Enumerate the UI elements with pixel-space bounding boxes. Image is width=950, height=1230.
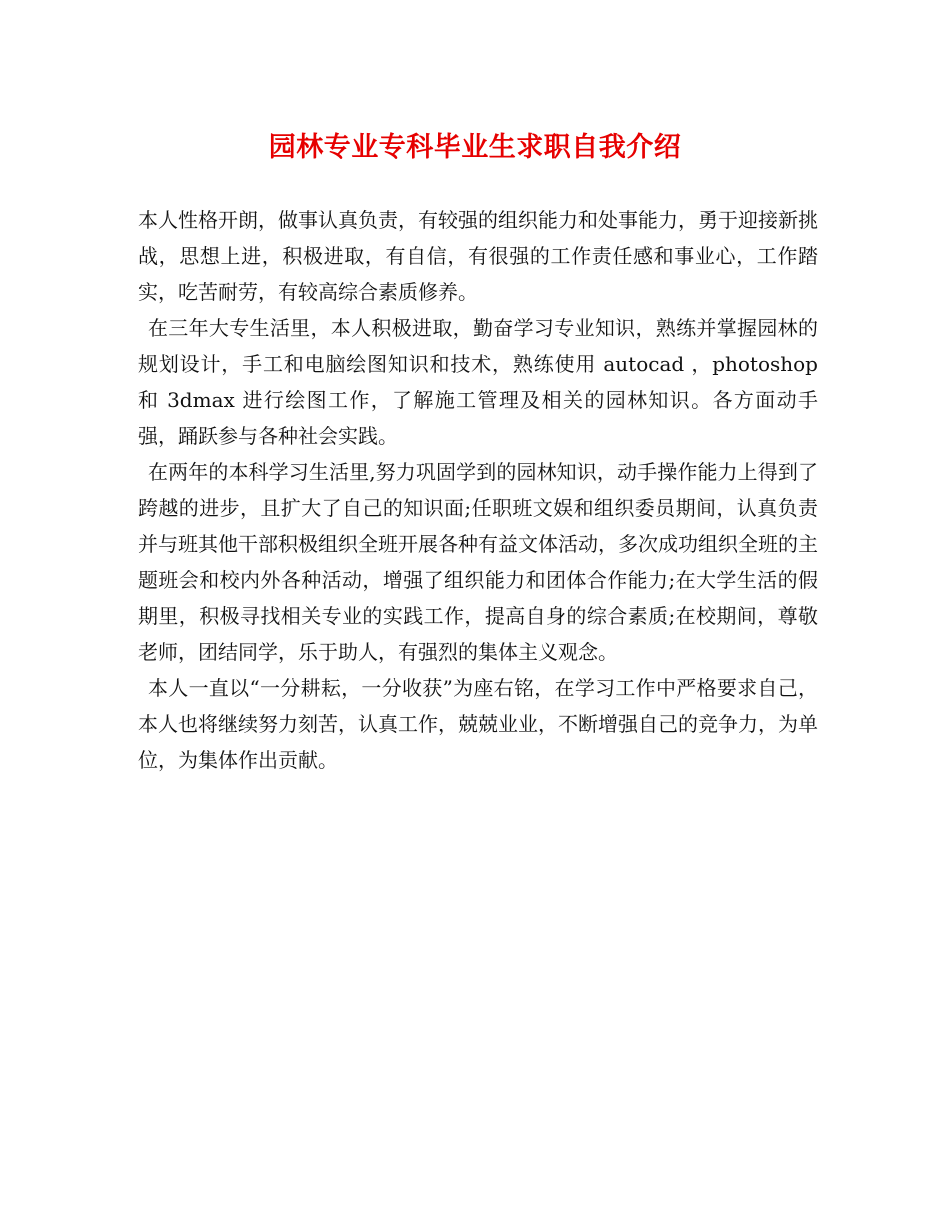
paragraph-1: 本人性格开朗，做事认真负责，有较强的组织能力和处事能力，勇于迎接新挑战，思想上进，积极进取，有自信，有很强的工作责任感和事业心，工作踏实，吃苦耐劳，有较高综合素质修养。 (138, 208, 818, 304)
document-title: 园林专业专科毕业生求职自我介绍 (268, 132, 682, 163)
paragraph-3: 在两年的本科学习生活里,努力巩固学到的园林知识，动手操作能力上得到了跨越的进步，且扩大了自己的知识面;任职班文娱和组织委员期间，认真负责并与班其他干部积极组织全班开展各种有益文体活动，多次成功组织全班的主题班会和校内外各种活动，增强了组织能力和团体合作能力;在大学生活的假期里，积极寻找相关专业的实践工作，提高自身的综合素质;在校期间，尊敬老师，团结同学，乐于助人，有强烈的集体主义观念。 (138, 460, 818, 664)
document-body (138, 202, 818, 778)
paragraph-4: 本人一直以“一分耕耘，一分收获”为座右铭，在学习工作中严格要求自己，本人也将继续努力刻苦，认真工作，兢兢业业，不断增强自己的竞争力，为单位，为集体作出贡献。 (138, 676, 818, 772)
paragraph-2: 在三年大专生活里，本人积极进取，勤奋学习专业知识，熟练并掌握园林的规划设计，手工和电脑绘图知识和技术，熟练使用 autocad ，photoshop 和 3dmax 进行绘图工作，了解施工管理及相关的园林知识。各方面动手强，踊跃参与各种社会实践。 (138, 316, 818, 448)
